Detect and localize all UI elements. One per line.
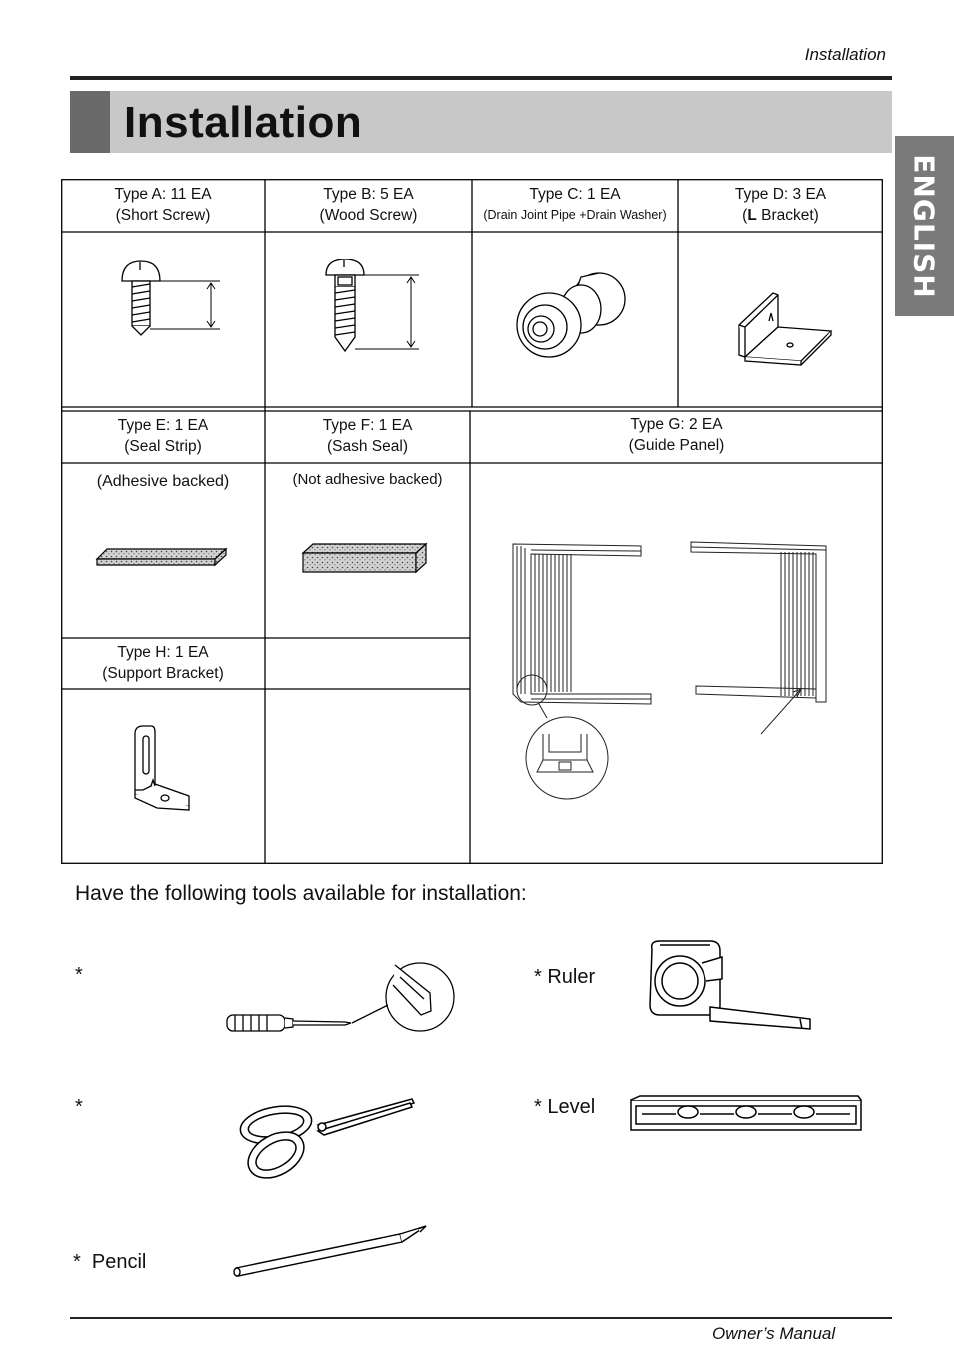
part-g-type: Type G: 2 EA	[630, 416, 723, 433]
wood-screw-icon	[323, 259, 433, 354]
part-d-name	[678, 205, 883, 226]
part-e-type: Type E: 1 EA	[117, 417, 209, 434]
scissors-icon	[236, 1095, 418, 1180]
tools-heading: Have the following tools available for installation:	[75, 882, 527, 905]
running-header: Installation	[804, 45, 886, 64]
screwdriver-icon	[225, 955, 460, 1040]
page-title: Installation	[124, 98, 363, 147]
tool-label-pencil: * Pencil	[73, 1251, 147, 1273]
footer: Owner’s Manual	[712, 1324, 836, 1343]
part-d-name-suffix: Bracket)	[756, 207, 819, 224]
part-c-header	[472, 184, 678, 226]
tool-label-ruler: * Ruler	[534, 966, 596, 988]
pencil-icon	[230, 1222, 430, 1282]
tool-label-level: * Level	[534, 1096, 596, 1118]
language-tab	[895, 136, 954, 316]
part-d-type: Type D: 3 EA	[734, 186, 827, 203]
tool-label-scissors: *	[75, 1096, 83, 1118]
bottom-rule	[70, 1317, 892, 1319]
part-h-type: Type H: 1 EA	[117, 644, 209, 661]
part-d-name-prefix: (	[742, 207, 748, 224]
part-g-name: (Guide Panel)	[628, 437, 725, 454]
drain-joint-icon	[511, 269, 641, 364]
part-f-header	[265, 415, 470, 457]
language-tab-label: ENGLISH	[908, 153, 941, 299]
part-a-header	[61, 184, 265, 226]
part-e-header	[61, 415, 265, 457]
short-screw-icon	[116, 259, 226, 339]
l-bracket-icon	[733, 287, 843, 367]
title-accent	[70, 91, 110, 153]
part-c-name: (Drain Joint Pipe +Drain Washer)	[483, 208, 667, 222]
level-icon	[628, 1094, 864, 1134]
part-f-type: Type F: 1 EA	[322, 417, 413, 434]
guide-panel-icon	[501, 534, 861, 804]
top-rule	[70, 76, 892, 80]
part-b-header	[265, 184, 472, 226]
part-g-header	[470, 414, 883, 456]
part-h-header	[61, 642, 265, 684]
part-b-type: Type B: 5 EA	[323, 186, 414, 203]
part-d-name-bold: L	[747, 207, 757, 224]
part-h-name: (Support Bracket)	[102, 665, 224, 682]
part-b-name: (Wood Screw)	[319, 207, 418, 224]
part-a-name: (Short Screw)	[115, 207, 211, 224]
sash-seal-icon	[301, 541, 431, 575]
part-e-note: (Adhesive backed)	[96, 473, 230, 490]
part-c-type: Type C: 1 EA	[529, 186, 621, 203]
part-d-header	[678, 184, 883, 226]
seal-strip-icon	[95, 545, 230, 569]
part-e-name: (Seal Strip)	[124, 438, 202, 455]
support-bracket-icon	[131, 724, 195, 812]
part-f-note: (Not adhesive backed)	[292, 471, 443, 488]
part-a-type: Type A: 11 EA	[114, 186, 212, 203]
parts-table	[61, 179, 883, 864]
tape-measure-icon	[640, 935, 820, 1035]
part-f-name: (Sash Seal)	[327, 438, 408, 455]
tool-label-screwdriver: *	[75, 964, 83, 986]
